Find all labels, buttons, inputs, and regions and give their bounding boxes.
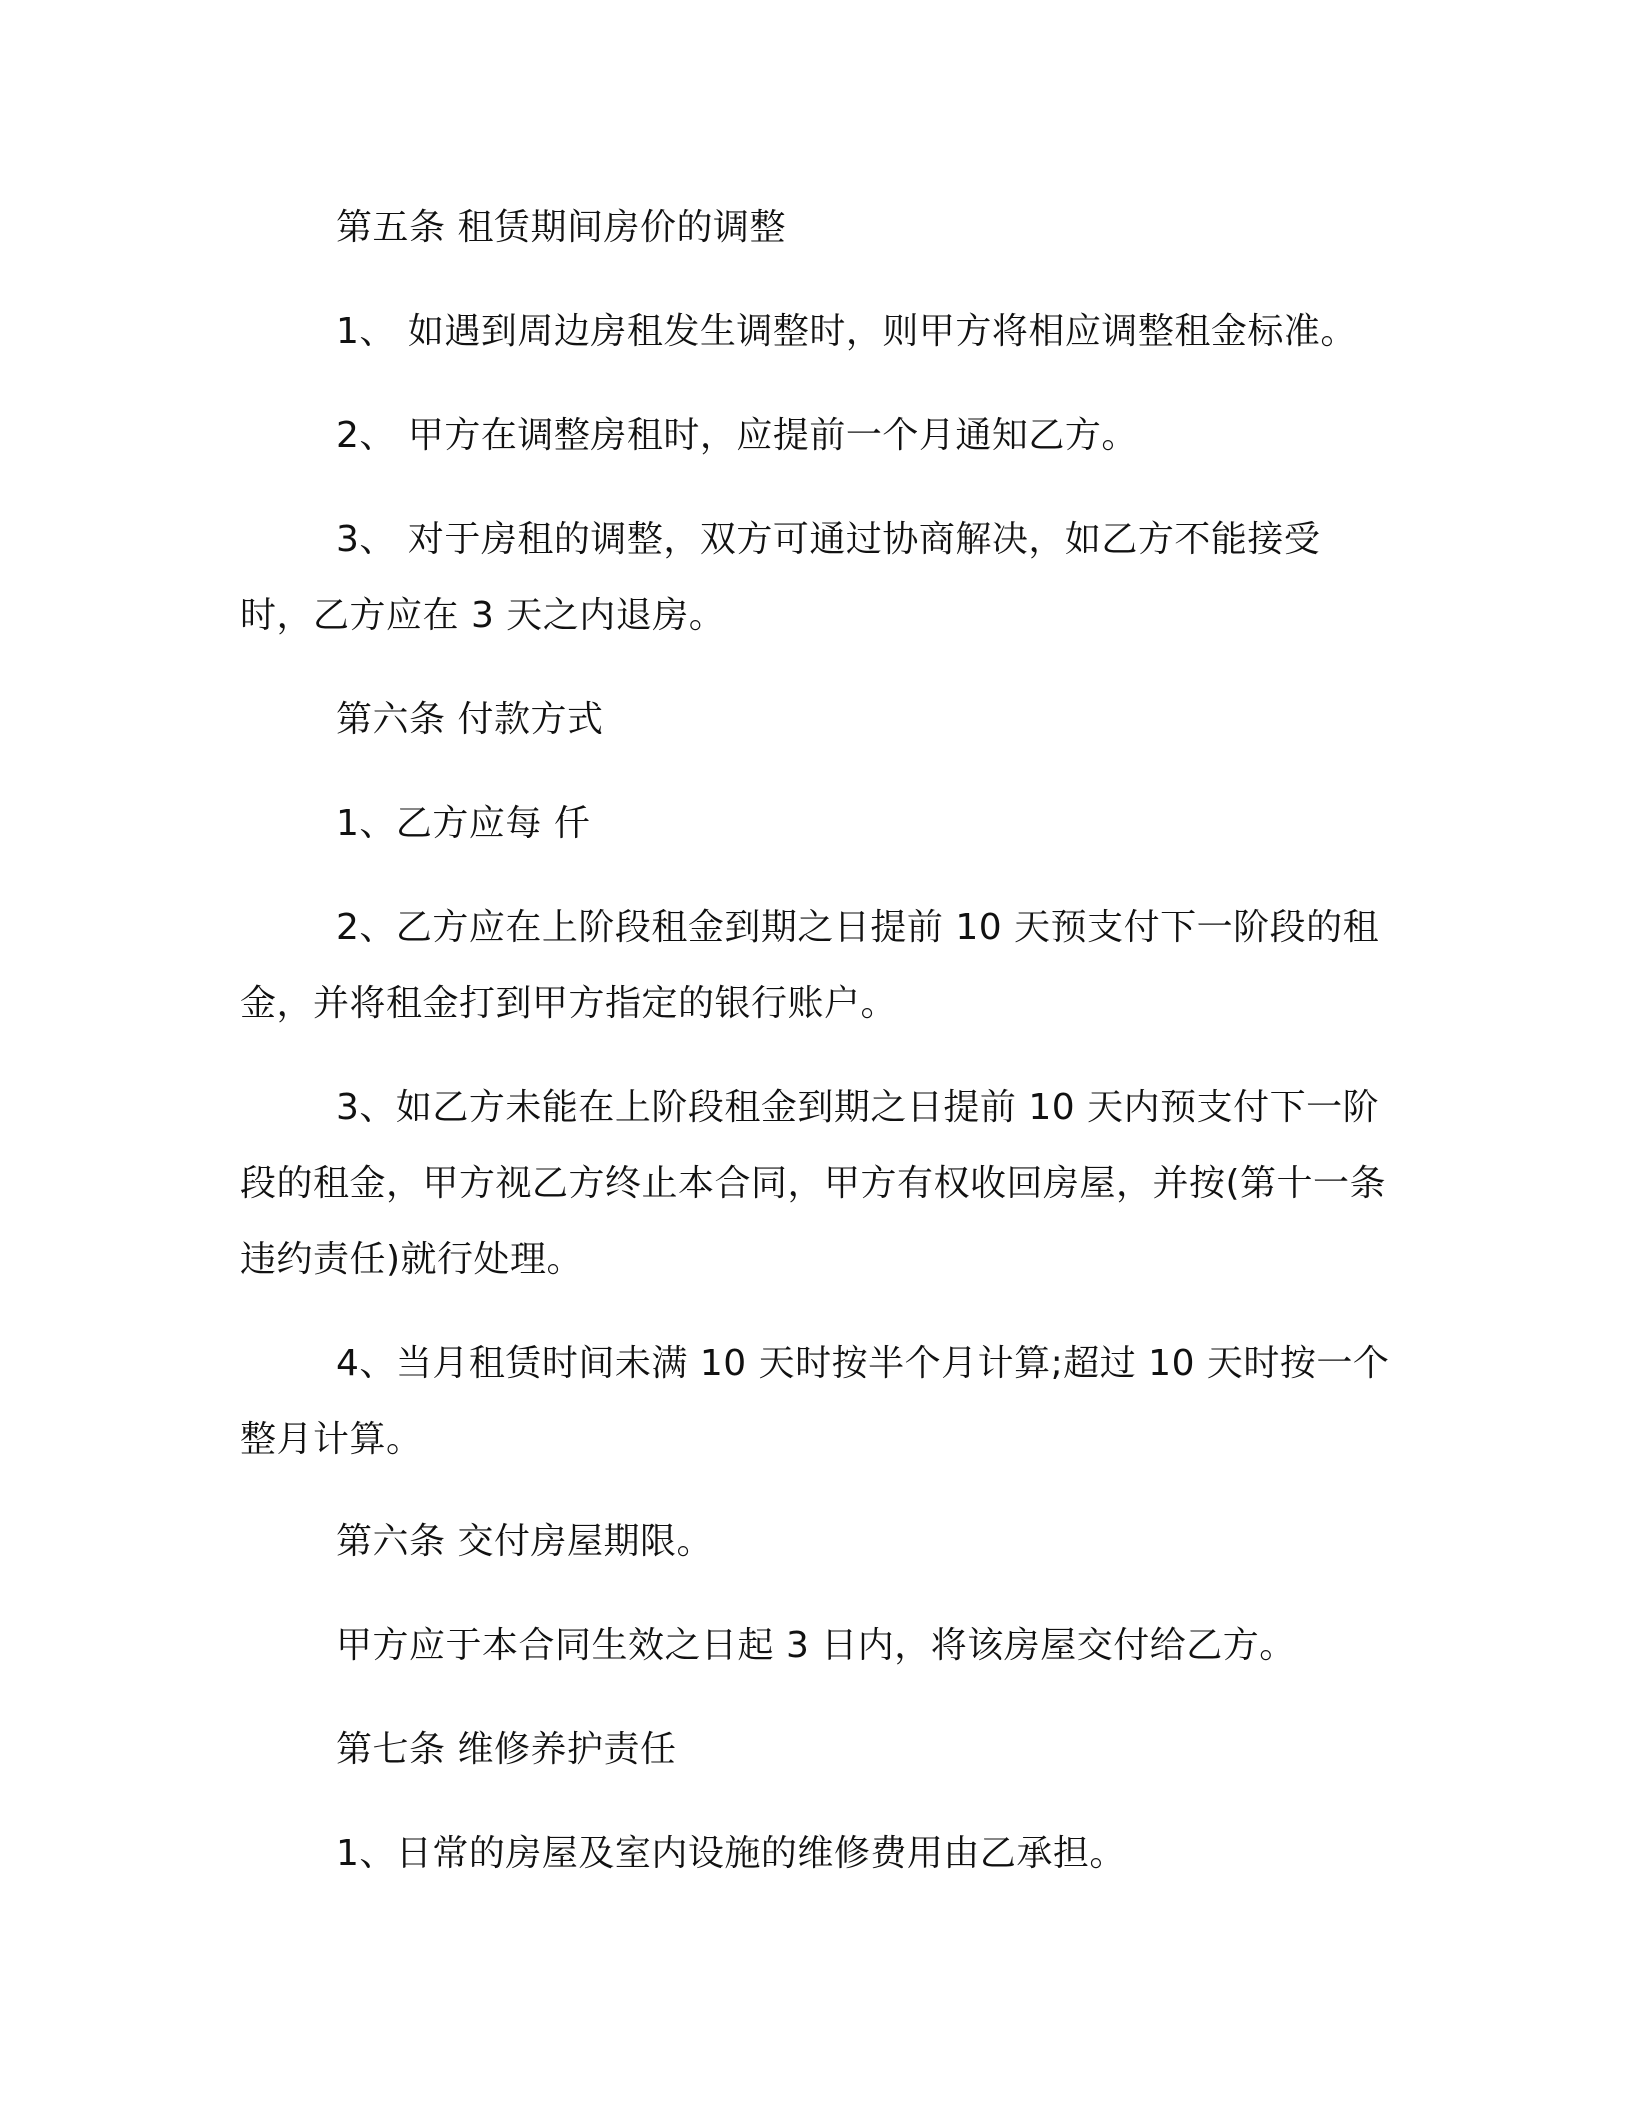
article-6-delivery-text: 甲方应于本合同生效之日起 3 日内，将该房屋交付给乙方。 bbox=[336, 1625, 1296, 1666]
section-title-article-5: 第五条 租赁期间房价的调整 bbox=[336, 207, 786, 248]
contract-text-block bbox=[240, 190, 1390, 1920]
article-5-item-2: 2、 甲方在调整房租时，应提前一个月通知乙方。 bbox=[336, 415, 1138, 456]
article-5-item-3: 3、 对于房租的调整，双方可通过协商解决，如乙方不能接受时，乙方应在 3 天之内退房。 bbox=[240, 519, 1321, 636]
section-title-article-7: 第七条 维修养护责任 bbox=[336, 1729, 677, 1770]
article-5-item-1: 1、 如遇到周边房租发生调整时，则甲方将相应调整租金标准。 bbox=[336, 311, 1357, 352]
article-6-item-3: 3、如乙方未能在上阶段租金到期之日提前 10 天内预支付下一阶段的租金，甲方视乙方终止本合同，甲方有权收回房屋，并按(第十一条 违约责任)就行处理。 bbox=[240, 1087, 1387, 1280]
article-6-item-1: 1、乙方应每 仟 bbox=[336, 803, 591, 844]
article-6-item-4: 4、当月租赁时间未满 10 天时按半个月计算;超过 10 天时按一个整月计算。 bbox=[240, 1343, 1390, 1460]
section-title-article-6-payment: 第六条 付款方式 bbox=[336, 699, 604, 740]
article-7-item-1: 1、日常的房屋及室内设施的维修费用由乙承担。 bbox=[336, 1833, 1126, 1874]
section-title-article-6-delivery: 第六条 交付房屋期限。 bbox=[336, 1521, 713, 1562]
article-6-item-2: 2、乙方应在上阶段租金到期之日提前 10 天预支付下一阶段的租金，并将租金打到甲方指定的银行账户。 bbox=[240, 907, 1380, 1024]
